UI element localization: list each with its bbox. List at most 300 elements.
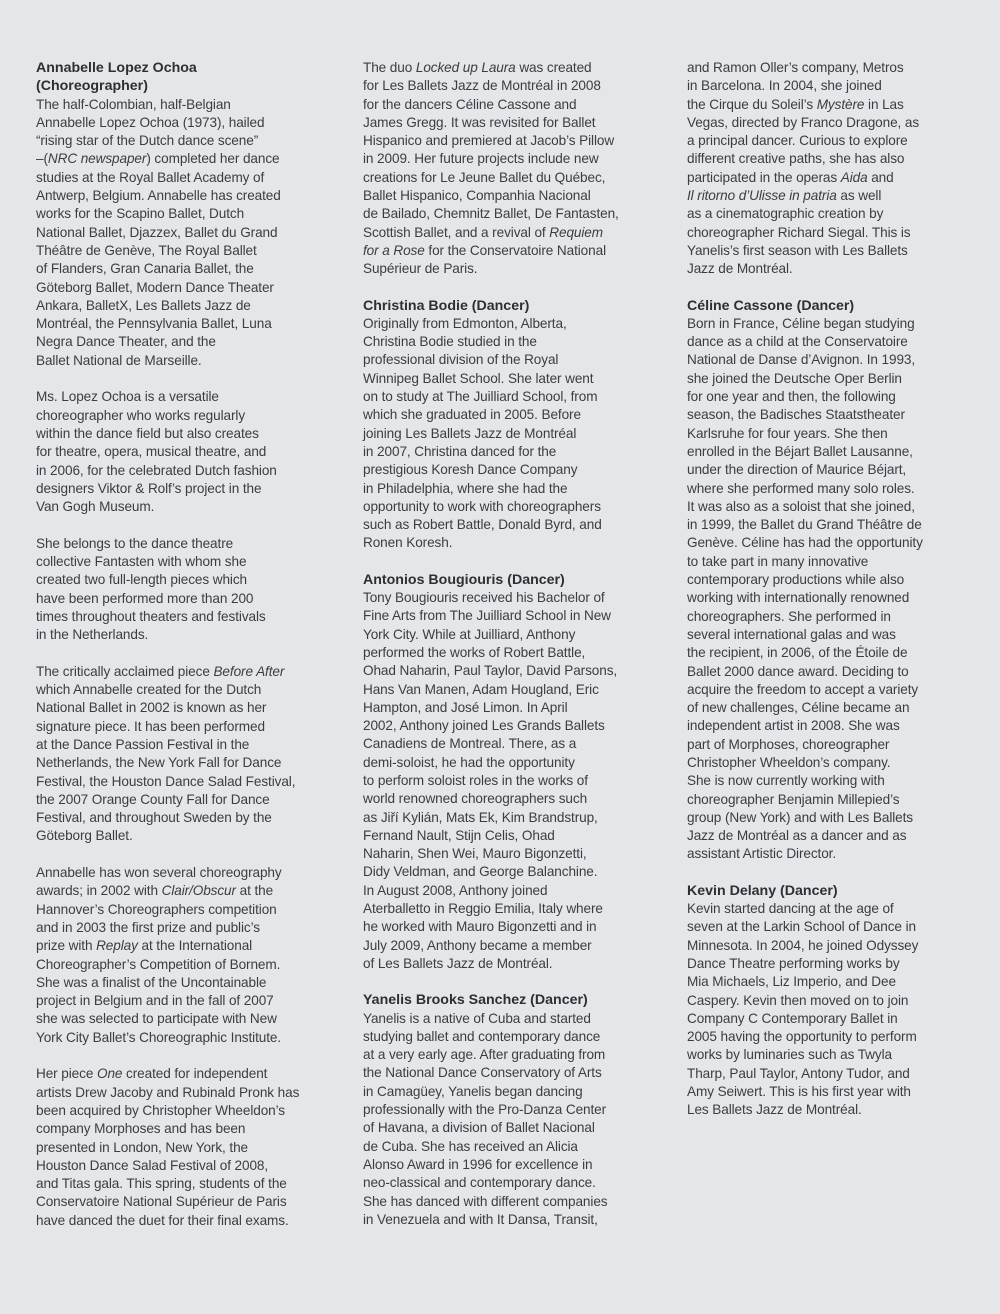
italic-title: NRC newspaper <box>47 151 147 167</box>
bio-section <box>687 882 972 1120</box>
text-run: Christina Bodie studied in the <box>363 334 537 350</box>
text-run: Scottish Ballet, and a revival of <box>363 224 550 240</box>
text-line <box>36 1065 321 1083</box>
text-line <box>687 96 972 114</box>
text-run: of new challenges, Céline became an <box>687 700 910 716</box>
text-run: for the dancers Céline Cassone and <box>363 96 577 112</box>
text-run: such as Robert Battle, Donald Byrd, and <box>363 517 602 533</box>
italic-title: for a Rose <box>363 242 425 258</box>
text-line <box>36 791 321 809</box>
section-heading <box>36 59 321 96</box>
bio-section <box>363 59 648 279</box>
text-run: assistant Artistic Director. <box>687 846 837 862</box>
text-run: She belongs to the dance theatre <box>36 535 234 551</box>
text-run: at the Dance Passion Festival in the <box>36 736 250 752</box>
text-line <box>687 169 972 187</box>
text-run: Jazz de Montréal. <box>687 261 793 277</box>
heading-line: Antonios Bougiouris (Dancer) <box>363 571 565 588</box>
text-line <box>363 1138 648 1156</box>
text-line <box>363 77 648 95</box>
text-line <box>363 1193 648 1211</box>
text-run: Winnipeg Ballet School. She later went <box>363 370 594 386</box>
text-line <box>363 114 648 132</box>
text-run: creations for Le Jeune Ballet du Québec, <box>363 169 606 185</box>
text-run: for theatre, opera, musical theatre, and <box>36 444 267 460</box>
text-run: project in Belgium and in the fall of 2007 <box>36 993 274 1009</box>
text-line <box>36 754 321 772</box>
italic-title: Aida <box>840 169 868 185</box>
text-run: the 2007 Orange County Fall for Dance <box>36 791 270 807</box>
text-run: participated in the operas <box>687 169 841 185</box>
text-run: she joined the Deutsche Oper Berlin <box>687 370 902 386</box>
text-line <box>36 681 321 699</box>
text-line <box>36 992 321 1010</box>
bio-section <box>363 297 648 553</box>
text-run: in 1999, the Ballet du Grand Théâtre de <box>687 517 922 533</box>
text-run: she was selected to participate with New <box>36 1011 277 1027</box>
text-run: which Annabelle created for the Dutch <box>36 682 262 698</box>
text-line <box>363 955 648 973</box>
italic-title: Locked up Laura <box>415 60 516 75</box>
text-run: awards; in 2002 with <box>36 883 162 899</box>
text-line <box>687 1065 972 1083</box>
italic-title: One <box>96 1066 123 1082</box>
text-line <box>363 534 648 552</box>
text-line <box>687 717 972 735</box>
text-line <box>36 901 321 919</box>
text-line <box>363 1156 648 1174</box>
text-line <box>363 461 648 479</box>
text-line <box>687 77 972 95</box>
text-line <box>687 992 972 1010</box>
text-line <box>687 351 972 369</box>
text-line <box>363 205 648 223</box>
text-run: National de Danse d’Avignon. In 1993, <box>687 352 916 368</box>
text-run: prestigious Koresh Dance Company <box>363 462 578 478</box>
text-run: company Morphoses and has been <box>36 1121 246 1137</box>
text-line <box>687 242 972 260</box>
text-run: Netherlands, the New York Fall for Dance <box>36 755 282 771</box>
text-run: created for independent <box>122 1066 268 1082</box>
text-run: works by luminaries such as Twyla <box>687 1047 892 1063</box>
paragraph <box>36 663 321 846</box>
text-run: Supérieur de Paris. <box>363 261 478 277</box>
text-run: as Jiří Kylián, Mats Ek, Kim Brandstrup, <box>363 809 598 825</box>
text-line <box>36 937 321 955</box>
text-run: She has danced with different companies <box>363 1193 608 1209</box>
text-run: in Las <box>864 96 904 112</box>
text-line <box>36 96 321 114</box>
paragraph <box>36 864 321 1047</box>
text-line <box>36 919 321 937</box>
text-run: professionally with the Pro-Danza Center <box>363 1102 607 1118</box>
text-line <box>36 553 321 571</box>
heading-line: (Choreographer) <box>36 78 148 95</box>
text-line <box>687 608 972 626</box>
text-run: part of Morphoses, choreographer <box>687 736 890 752</box>
text-line <box>363 845 648 863</box>
text-run: Hispanico and premiered at Jacob’s Pillow <box>363 133 615 149</box>
text-line <box>363 406 648 424</box>
text-line <box>363 370 648 388</box>
text-run: have danced the duet for their final exams. <box>36 1212 289 1228</box>
text-line <box>363 187 648 205</box>
text-line <box>363 827 648 845</box>
text-line <box>36 480 321 498</box>
text-run: in Philadelphia, where she had the <box>363 480 568 496</box>
text-line <box>36 1084 321 1102</box>
text-line <box>36 333 321 351</box>
text-run: Hans Van Manen, Adam Hougland, Eric <box>363 681 599 697</box>
text-line <box>363 516 648 534</box>
text-run: Christopher Wheeldon’s company. <box>687 754 891 770</box>
text-run: group (New York) and with Les Ballets <box>687 809 914 825</box>
text-line <box>363 1211 648 1229</box>
text-run: Montréal, the Pennsylvania Ballet, Luna <box>36 316 272 332</box>
text-run: performed the works of Robert Battle, <box>363 644 586 660</box>
heading-line: Kevin Delany (Dancer) <box>687 882 838 899</box>
text-run: at a very early age. After graduating from <box>363 1047 606 1063</box>
text-run: Ronen Koresh. <box>363 535 453 551</box>
text-line <box>363 388 648 406</box>
text-run: Company C Contemporary Ballet in <box>687 1010 898 1026</box>
text-run: on to study at The Juilliard School, from <box>363 389 598 405</box>
text-run: Vegas, directed by Franco Dragone, as <box>687 114 920 130</box>
text-line <box>36 498 321 516</box>
text-run: created two full-length pieces which <box>36 572 247 588</box>
text-line <box>687 187 972 205</box>
text-run: She is now currently working with <box>687 773 885 789</box>
text-run: choreographer Richard Siegal. This is <box>687 224 911 240</box>
text-run: as a cinematographic creation by <box>687 206 884 222</box>
text-run: Negra Dance Theater, and the <box>36 334 216 350</box>
text-line <box>363 480 648 498</box>
text-line <box>687 973 972 991</box>
text-run: he worked with Mauro Bigonzetti and in <box>363 919 597 935</box>
text-line <box>36 571 321 589</box>
text-run: Kevin started dancing at the age of <box>687 901 894 917</box>
text-line <box>36 242 321 260</box>
text-run: in 2006, for the celebrated Dutch fashion <box>36 462 277 478</box>
text-run: Genève. Céline has had the opportunity <box>687 535 923 551</box>
italic-title: Replay <box>96 938 138 954</box>
text-line <box>363 662 648 680</box>
text-run: times throughout theaters and festivals <box>36 608 266 624</box>
text-line <box>363 918 648 936</box>
text-line <box>36 224 321 242</box>
text-line <box>36 443 321 461</box>
text-run: as well <box>836 188 882 204</box>
text-run: choreographer who works regularly <box>36 407 246 423</box>
text-run: Minnesota. In 2004, he joined Odyssey <box>687 937 919 953</box>
text-line <box>36 699 321 717</box>
text-line <box>687 809 972 827</box>
text-run: dance as a child at the Conservatoire <box>687 334 908 350</box>
text-run: Yanelis is a native of Cuba and started <box>363 1010 591 1026</box>
text-run: Naharin, Shen Wei, Mauro Bigonzetti, <box>363 846 587 862</box>
italic-title: Il ritorno d’Ulisse in patria <box>687 188 837 204</box>
text-run: Fine Arts from The Juilliard School in New <box>363 608 611 624</box>
text-run: In August 2008, Anthony joined <box>363 882 548 898</box>
text-run: enrolled in the Béjart Ballet Lausanne, <box>687 443 913 459</box>
text-line <box>363 772 648 790</box>
text-run: Her piece <box>36 1066 97 1082</box>
text-line <box>36 864 321 882</box>
text-run: Ballet National de Marseille. <box>36 352 202 368</box>
text-line <box>687 681 972 699</box>
text-line <box>36 352 321 370</box>
text-line <box>36 827 321 845</box>
text-line <box>363 809 648 827</box>
text-line <box>687 114 972 132</box>
text-run: Born in France, Céline began studying <box>687 315 915 331</box>
text-line <box>687 1046 972 1064</box>
text-run: Tony Bougiouris received his Bachelor of <box>363 590 605 606</box>
text-run: Göteborg Ballet, Modern Dance Theater <box>36 279 274 295</box>
text-run: Houston Dance Salad Festival of 2008, <box>36 1157 269 1173</box>
text-run: artists Drew Jacoby and Rubinald Pronk has <box>36 1084 300 1100</box>
section-heading <box>687 882 972 900</box>
text-line <box>36 150 321 168</box>
text-line <box>36 590 321 608</box>
text-run: Théâtre de Genève, The Royal Ballet <box>36 242 257 258</box>
text-line <box>363 1064 648 1082</box>
section-heading <box>363 571 648 589</box>
paragraph <box>36 388 321 516</box>
column-2 <box>363 59 648 1247</box>
text-run: Fernand Nault, Stijn Celis, Ohad <box>363 827 555 843</box>
text-run: de Cuba. She has received an Alicia <box>363 1138 578 1154</box>
text-run: 2005 having the opportunity to perform <box>687 1029 917 1045</box>
text-run: Göteborg Ballet. <box>36 828 133 844</box>
text-run: studying ballet and contemporary dance <box>363 1028 601 1044</box>
text-line <box>363 1119 648 1137</box>
bio-section <box>687 297 972 864</box>
text-line <box>363 1174 648 1192</box>
text-line <box>36 260 321 278</box>
text-run: to take part in many innovative <box>687 553 869 569</box>
text-run: Choreographer’s Competition of Bornem. <box>36 956 281 972</box>
column-3 <box>687 59 972 1138</box>
text-line <box>363 754 648 772</box>
text-run: at the International <box>137 938 253 954</box>
text-line <box>363 333 648 351</box>
text-run: under the direction of Maurice Béjart, <box>687 462 907 478</box>
heading-line: Yanelis Brooks Sanchez (Dancer) <box>363 992 588 1009</box>
text-line <box>687 791 972 809</box>
text-line <box>687 918 972 936</box>
text-run: Yanelis’s first season with Les Ballets <box>687 242 908 258</box>
text-run: The duo <box>363 60 416 75</box>
text-line <box>363 937 648 955</box>
text-line <box>363 351 648 369</box>
text-line <box>36 407 321 425</box>
paragraph <box>363 315 648 553</box>
text-run: York City Ballet’s Choreographic Institute. <box>36 1029 282 1045</box>
text-run: York City. While at Juilliard, Anthony <box>363 626 576 642</box>
text-run: Alonso Award in 1996 for excellence in <box>363 1156 593 1172</box>
text-run: James Gregg. It was revisited for Ballet <box>363 114 596 130</box>
text-run: different creative paths, she has also <box>687 151 905 167</box>
text-line <box>36 297 321 315</box>
italic-title: Mystère <box>816 96 865 112</box>
text-line <box>687 425 972 443</box>
heading-line: Céline Cassone (Dancer) <box>687 297 855 314</box>
text-line <box>687 1101 972 1119</box>
text-line <box>687 443 972 461</box>
text-line <box>363 1101 648 1119</box>
text-line <box>363 882 648 900</box>
text-line <box>36 736 321 754</box>
text-line <box>36 388 321 406</box>
text-run: Aterballetto in Reggio Emilia, Italy where <box>363 901 603 917</box>
text-run: of Les Ballets Jazz de Montréal. <box>363 955 553 971</box>
text-run: for the Conservatoire National <box>424 242 606 258</box>
section-heading <box>363 297 648 315</box>
text-run: Festival, and throughout Sweden by the <box>36 810 272 826</box>
text-line <box>687 736 972 754</box>
text-line <box>687 699 972 717</box>
text-run: been acquired by Christopher Wheeldon’s <box>36 1102 285 1118</box>
text-line <box>687 663 972 681</box>
text-run: Conservatoire National Supérieur de Paris <box>36 1194 287 1210</box>
text-run: Hampton, and José Limon. In April <box>363 699 568 715</box>
text-line <box>687 388 972 406</box>
text-run: Festival, the Houston Dance Salad Festival, <box>36 773 296 789</box>
text-run: contemporary productions while also <box>687 572 905 588</box>
text-run: independent artist in 2008. She was <box>687 718 900 734</box>
text-line <box>363 735 648 753</box>
text-line <box>363 260 648 278</box>
text-run: prize with <box>36 938 97 954</box>
text-run: where she performed many solo roles. <box>687 480 915 496</box>
text-run: seven at the Larkin School of Dance in <box>687 919 916 935</box>
text-run: choreographers. She performed in <box>687 608 891 624</box>
paragraph <box>363 589 648 973</box>
text-run: world renowned choreographers such <box>363 791 588 807</box>
text-run: The half-Colombian, half-Belgian <box>36 96 231 112</box>
text-line <box>363 150 648 168</box>
text-run: Antwerp, Belgium. Annabelle has created <box>36 188 281 204</box>
text-line <box>36 626 321 644</box>
text-line <box>687 553 972 571</box>
text-line <box>687 937 972 955</box>
text-run: choreographer Benjamin Millepied’s <box>687 791 900 807</box>
text-line <box>687 461 972 479</box>
paragraph <box>687 59 972 279</box>
text-run: She was a finalist of the Uncontainable <box>36 974 267 990</box>
heading-line: Christina Bodie (Dancer) <box>363 297 530 314</box>
text-run: Ballet Hispanico, Companhia Nacional <box>363 188 591 204</box>
text-line <box>687 827 972 845</box>
text-run: Canadiens de Montreal. There, as a <box>363 736 577 752</box>
text-line <box>687 900 972 918</box>
text-run: works for the Scapino Ballet, Dutch <box>36 206 245 222</box>
italic-title: Before After <box>213 663 285 679</box>
text-line <box>687 644 972 662</box>
text-line <box>687 260 972 278</box>
text-line <box>363 96 648 114</box>
text-line <box>363 425 648 443</box>
text-run: Tharp, Paul Taylor, Antony Tudor, and <box>687 1065 910 1081</box>
paragraph <box>687 315 972 864</box>
text-line <box>36 809 321 827</box>
text-line <box>36 882 321 900</box>
text-line <box>36 279 321 297</box>
paragraph <box>363 1010 648 1230</box>
text-line <box>687 955 972 973</box>
text-line <box>363 863 648 881</box>
text-line <box>36 169 321 187</box>
text-line <box>36 1120 321 1138</box>
text-run: National Ballet in 2002 is known as her <box>36 700 267 716</box>
bio-section <box>363 571 648 974</box>
text-run: joining Les Ballets Jazz de Montréal <box>363 425 577 441</box>
text-run: acquire the freedom to accept a variety <box>687 681 919 697</box>
text-line <box>363 699 648 717</box>
text-run: within the dance field but also creates <box>36 425 259 441</box>
text-run: in Barcelona. In 2004, she joined <box>687 78 882 94</box>
text-run: Karlsruhe for four years. She then <box>687 425 888 441</box>
text-run: de Bailado, Chemnitz Ballet, De Fantasten, <box>363 206 619 222</box>
text-line <box>687 589 972 607</box>
paragraph <box>687 900 972 1120</box>
text-run: Dance Theatre performing works by <box>687 955 900 971</box>
text-run: designers Viktor & Rolf’s project in the <box>36 480 262 496</box>
text-run: Originally from Edmonton, Alberta, <box>363 315 567 331</box>
text-run: Mia Michaels, Liz Imperio, and Dee <box>687 974 896 990</box>
text-run: the Cirque du Soleil’s <box>687 96 817 112</box>
text-run: demi-soloist, he had the opportunity <box>363 754 575 770</box>
text-run: Ballet 2000 dance award. Deciding to <box>687 663 909 679</box>
text-line <box>363 1083 648 1101</box>
text-run: for one year and then, the following <box>687 389 896 405</box>
text-run: for Les Ballets Jazz de Montréal in 2008 <box>363 78 601 94</box>
text-line <box>687 516 972 534</box>
italic-title: Clair/Obscur <box>161 883 236 899</box>
text-line <box>36 535 321 553</box>
text-line <box>36 205 321 223</box>
text-run: was created <box>515 60 592 75</box>
text-line <box>687 59 972 77</box>
text-line <box>687 498 972 516</box>
text-line <box>36 974 321 992</box>
text-run: Hannover’s Choreographers competition <box>36 901 277 917</box>
text-line <box>36 718 321 736</box>
text-line <box>687 406 972 424</box>
text-line <box>363 224 648 242</box>
text-run: neo-classical and contemporary dance. <box>363 1175 596 1191</box>
paragraph <box>363 59 648 279</box>
text-run: to perform soloist roles in the works of <box>363 772 588 788</box>
text-run: National Ballet, Djazzex, Ballet du Grand <box>36 224 278 240</box>
text-line <box>36 425 321 443</box>
paragraph <box>36 535 321 645</box>
text-line <box>363 644 648 662</box>
text-run: several international galas and was <box>687 626 896 642</box>
paragraph <box>36 1065 321 1230</box>
italic-title: Requiem <box>549 224 603 240</box>
text-run: in 2009. Her future projects include new <box>363 151 599 167</box>
text-line <box>363 589 648 607</box>
text-line <box>363 498 648 516</box>
text-run: opportunity to work with choreographers <box>363 498 601 514</box>
text-run: in 2007, Christina danced for the <box>363 443 557 459</box>
text-line <box>363 900 648 918</box>
text-run: Ms. Lopez Ochoa is a versatile <box>36 389 219 405</box>
text-run: –( <box>36 151 48 167</box>
text-run: in Camagüey, Yanelis began dancing <box>363 1083 583 1099</box>
